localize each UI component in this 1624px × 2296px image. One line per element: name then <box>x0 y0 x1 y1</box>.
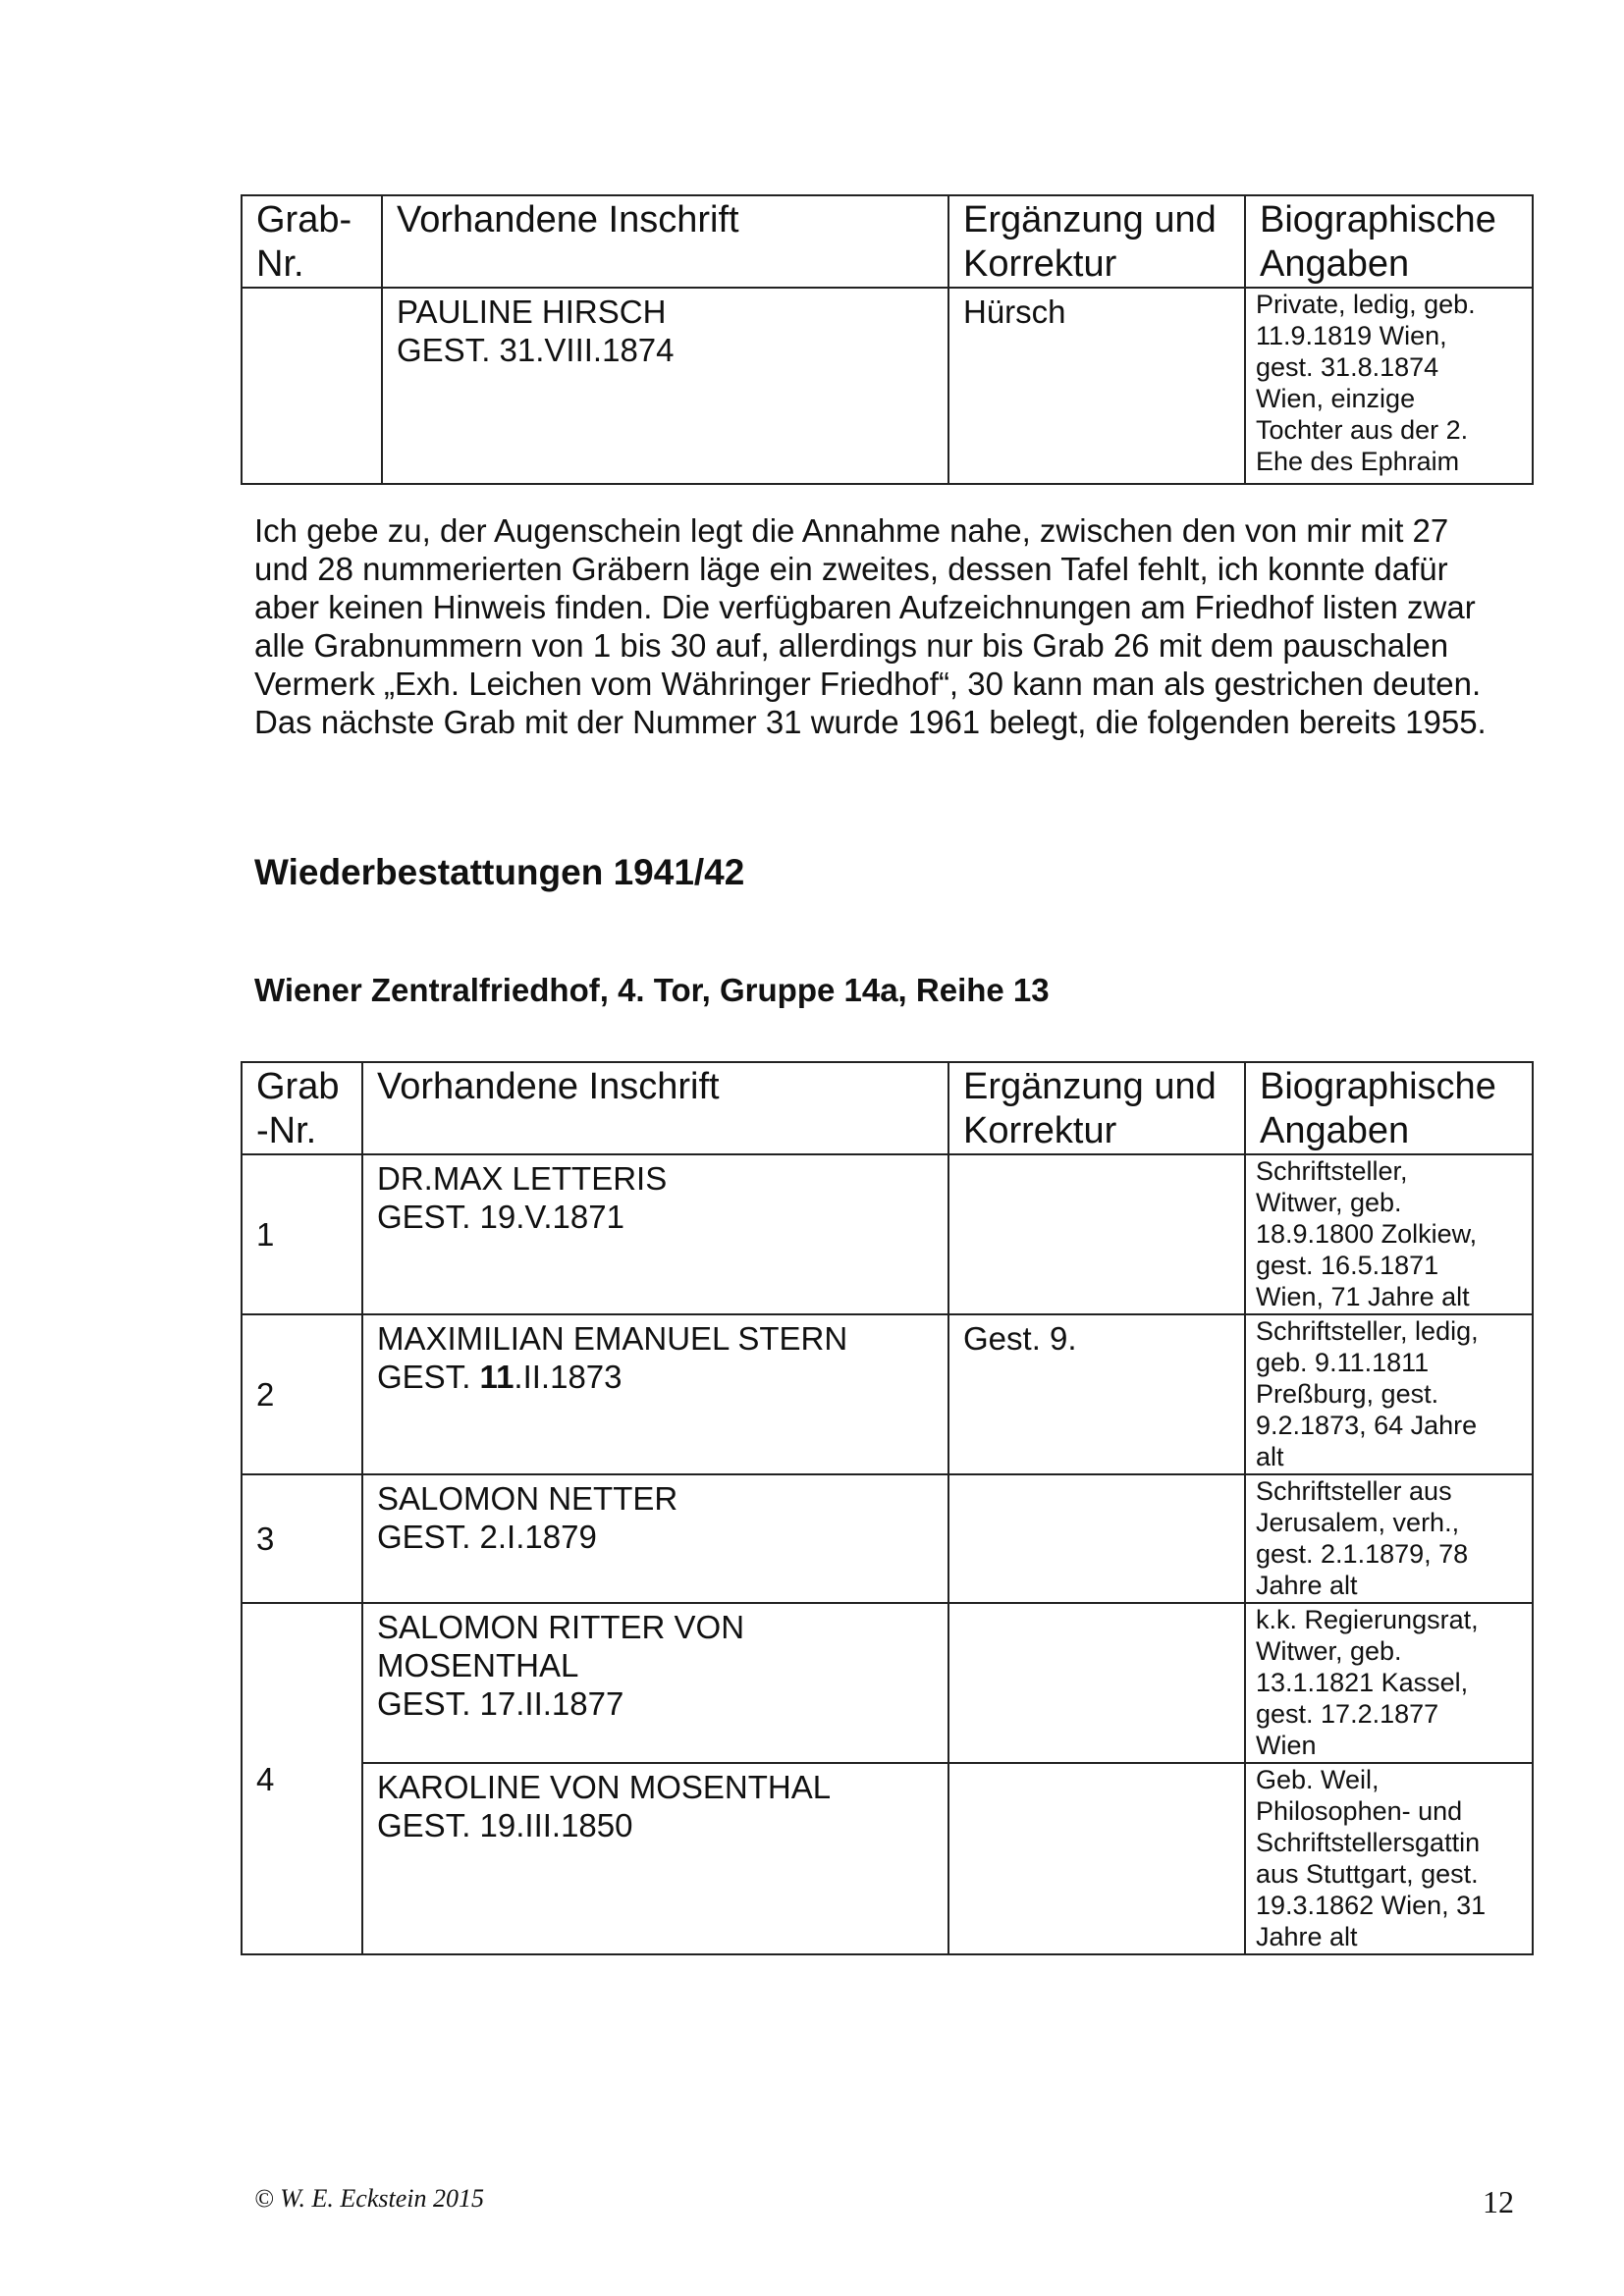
table-row <box>242 1474 1533 1603</box>
cell-bio <box>1245 1314 1533 1474</box>
inschrift-line: GEST. 17.II.1877 <box>377 1685 624 1722</box>
cell-ergaenzung <box>948 1603 1245 1763</box>
cell-ergaenzung <box>948 1154 1245 1314</box>
header-bio <box>1245 195 1533 288</box>
bio-line: aus Stuttgart, gest. <box>1256 1859 1479 1889</box>
inschrift-line: GEST. 19.III.1850 <box>377 1807 633 1843</box>
cell-inschrift <box>362 1474 948 1603</box>
bio-line: Jahre alt <box>1256 1922 1358 1951</box>
header-text: Ergänzung und Korrektur <box>963 199 1217 285</box>
table-header-row <box>242 195 1533 288</box>
table-row <box>242 1763 1533 1954</box>
bio-line: gest. 31.8.1874 <box>1256 352 1439 382</box>
paragraph-line: Ich gebe zu, der Augenschein legt die Annahme nahe, zwischen den von mir mit 27 <box>254 512 1449 549</box>
grave-table-2 <box>241 1061 1534 1955</box>
paragraph-line: und 28 nummerierten Gräbern läge ein zweites, dessen Tafel fehlt, ich konnte dafür <box>254 551 1448 587</box>
inschrift-line: KAROLINE VON MOSENTHAL <box>377 1769 832 1805</box>
inschrift-bold-day: 11 <box>479 1359 514 1395</box>
bio-line: Wien, 71 Jahre alt <box>1256 1282 1470 1311</box>
section-subheading: Wiener Zentralfriedhof, 4. Tor, Gruppe 14a, Reihe 13 <box>254 972 1050 1008</box>
inschrift-line: MOSENTHAL <box>377 1647 579 1683</box>
header-text: Biographische Angaben <box>1260 199 1496 285</box>
cell-inschrift <box>382 288 948 484</box>
header-ergaenzung <box>948 1062 1245 1154</box>
cell-inschrift <box>362 1314 948 1474</box>
cell-ergaenzung: Gest. 9. <box>948 1314 1245 1474</box>
inschrift-line: PAULINE HIRSCH <box>397 294 667 330</box>
page-number: 12 <box>1483 2184 1514 2219</box>
bio-line: gest. 16.5.1871 <box>1256 1251 1439 1280</box>
header-text: Biographische Angaben <box>1260 1066 1496 1151</box>
inschrift-line: GEST. 19.V.1871 <box>377 1199 624 1235</box>
inschrift-line: SALOMON NETTER <box>377 1480 678 1517</box>
bio-line: Jerusalem, verh., <box>1256 1508 1460 1537</box>
cell-inschrift <box>362 1603 948 1763</box>
bio-line: Jahre alt <box>1256 1571 1358 1600</box>
header-text: Grab- Nr. <box>256 199 352 285</box>
bio-line: 18.9.1800 Zolkiew, <box>1256 1219 1478 1249</box>
grave-table-1 <box>241 194 1534 485</box>
header-inschrift <box>382 195 948 288</box>
bio-line: 11.9.1819 Wien, <box>1256 321 1447 350</box>
cell-inschrift <box>362 1154 948 1314</box>
cell-bio <box>1245 1474 1533 1603</box>
bio-line: alt <box>1256 1442 1284 1471</box>
paragraph-line: alle Grabnummern von 1 bis 30 auf, allerdings nur bis Grab 26 mit dem pauschalen <box>254 627 1449 664</box>
bio-line: geb. 9.11.1811 <box>1256 1348 1430 1377</box>
bio-line: gest. 17.2.1877 <box>1256 1699 1439 1729</box>
table-row <box>242 1603 1533 1763</box>
inschrift-line: SALOMON RITTER VON <box>377 1609 745 1645</box>
header-grab-nr <box>242 1062 362 1154</box>
header-text: Vorhandene Inschrift <box>397 199 739 240</box>
cell-nr: 2 <box>242 1314 362 1474</box>
table-row <box>242 288 1533 484</box>
header-ergaenzung <box>948 195 1245 288</box>
header-text: Vorhandene Inschrift <box>377 1066 720 1107</box>
header-grab-nr <box>242 195 382 288</box>
header-inschrift <box>362 1062 948 1154</box>
paragraph-line: Vermerk „Exh. Leichen vom Währinger Friedhof“, 30 kann man als gestrichen deuten. <box>254 666 1482 702</box>
bio-line: Wien, einzige <box>1256 384 1416 413</box>
bio-line: Schriftsteller, ledig, <box>1256 1316 1479 1346</box>
inschrift-line: MAXIMILIAN EMANUEL STERN <box>377 1320 848 1357</box>
table-header-row <box>242 1062 1533 1154</box>
bio-line: 19.3.1862 Wien, 31 <box>1256 1891 1487 1920</box>
header-bio <box>1245 1062 1533 1154</box>
bio-line: Private, ledig, geb. <box>1256 290 1476 319</box>
paragraph-line: Das nächste Grab mit der Nummer 31 wurde 1961 belegt, die folgenden bereits 1955. <box>254 704 1487 740</box>
footer-copyright: © W. E. Eckstein 2015 <box>254 2184 484 2213</box>
table-row <box>242 1154 1533 1314</box>
paragraph-line: aber keinen Hinweis finden. Die verfügbaren Aufzeichnungen am Friedhof listen zwar <box>254 589 1476 625</box>
inschrift-prefix: GEST. <box>377 1359 480 1395</box>
cell-ergaenzung <box>948 1763 1245 1954</box>
bio-line: 13.1.1821 Kassel, <box>1256 1668 1469 1697</box>
bio-line: Philosophen- und <box>1256 1796 1463 1826</box>
cell-nr: 3 <box>242 1474 362 1603</box>
body-paragraph <box>254 511 1531 741</box>
bio-line: Ehe des Ephraim <box>1256 447 1460 476</box>
bio-line: k.k. Regierungsrat, <box>1256 1605 1479 1634</box>
cell-bio <box>1245 1154 1533 1314</box>
bio-line: Schriftsteller, <box>1256 1156 1408 1186</box>
bio-line: Preßburg, gest. <box>1256 1379 1439 1409</box>
bio-line: Schriftsteller aus <box>1256 1476 1452 1506</box>
cell-ergaenzung: Hürsch <box>948 288 1245 484</box>
cell-bio <box>1245 1603 1533 1763</box>
bio-line: 9.2.1873, 64 Jahre <box>1256 1411 1478 1440</box>
cell-bio <box>1245 1763 1533 1954</box>
bio-line: Geb. Weil, <box>1256 1765 1380 1794</box>
cell-nr <box>242 288 382 484</box>
header-text: Ergänzung und Korrektur <box>963 1066 1217 1151</box>
header-text: Grab -Nr. <box>256 1066 340 1151</box>
bio-line: gest. 2.1.1879, 78 <box>1256 1539 1469 1569</box>
table-row <box>242 1314 1533 1474</box>
bio-line: Witwer, geb. <box>1256 1188 1402 1217</box>
bio-line: Witwer, geb. <box>1256 1636 1402 1666</box>
cell-ergaenzung <box>948 1474 1245 1603</box>
cell-inschrift <box>362 1763 948 1954</box>
bio-line: Wien <box>1256 1731 1317 1760</box>
cell-bio <box>1245 288 1533 484</box>
section-heading: Wiederbestattungen 1941/42 <box>254 852 745 892</box>
bio-line: Schriftstellersgattin <box>1256 1828 1481 1857</box>
inschrift-line: GEST. 31.VIII.1874 <box>397 332 675 368</box>
inschrift-line: DR.MAX LETTERIS <box>377 1160 668 1197</box>
inschrift-line <box>377 1358 934 1396</box>
cell-nr: 1 <box>242 1154 362 1314</box>
inschrift-suffix: .II.1873 <box>514 1359 623 1395</box>
inschrift-line: GEST. 2.I.1879 <box>377 1519 597 1555</box>
cell-nr: 4 <box>242 1603 362 1954</box>
bio-line: Tochter aus der 2. <box>1256 415 1469 445</box>
